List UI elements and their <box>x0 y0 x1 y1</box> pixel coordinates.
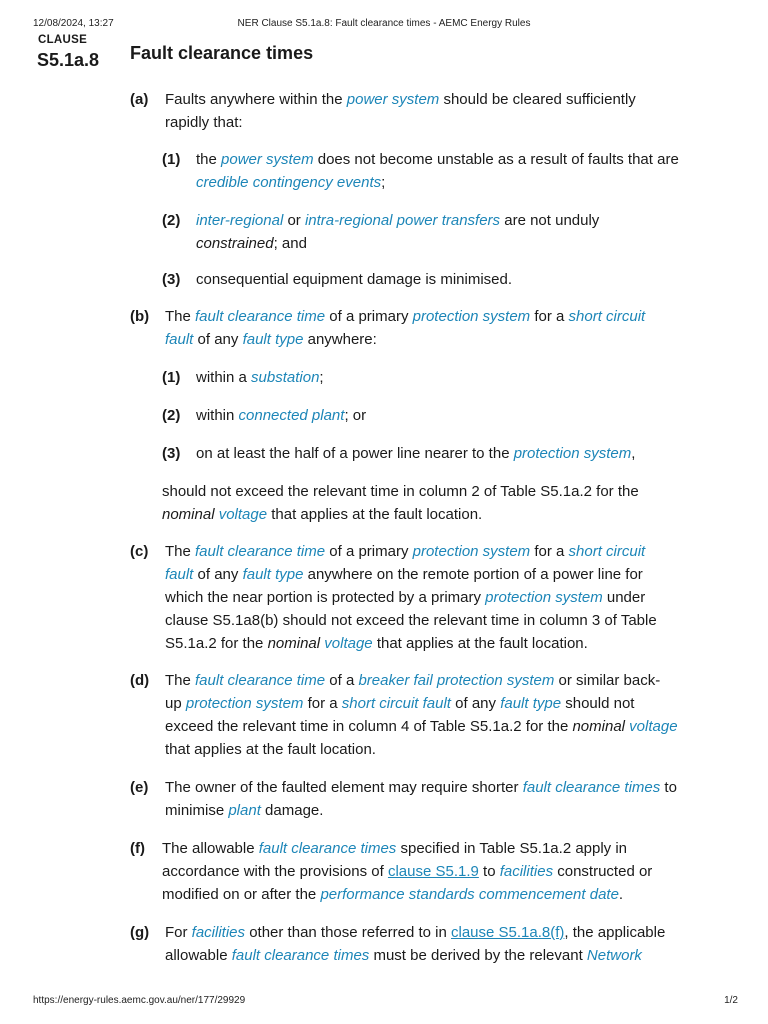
text-run: of a primary <box>325 308 413 325</box>
subparagraph-text <box>196 268 726 291</box>
defined-term-link[interactable]: short circuit fault <box>341 695 451 712</box>
print-page-title: NER Clause S5.1a.8: Fault clearance times - AEMC Energy Rules <box>237 18 531 29</box>
text-run: on at least the half of a power line nearer to the <box>196 445 514 462</box>
paragraph-letter: (b) <box>130 308 150 325</box>
print-url: https://energy-rules.aemc.gov.au/ner/177/29929 <box>33 995 246 1006</box>
subparagraph-number: (1) <box>162 369 181 386</box>
subparagraph-number: (1) <box>162 151 181 168</box>
subparagraph-text <box>196 404 726 427</box>
defined-term-link[interactable]: short circuit <box>568 308 646 325</box>
clause-title: Fault clearance times <box>130 43 314 63</box>
text-run: of a primary <box>325 543 413 560</box>
text-run: clause S5.1a8(b) should not exceed the relevant time in column 3 of Table <box>165 612 657 629</box>
italic-term: constrained <box>196 235 274 252</box>
text-run: of any <box>193 566 243 583</box>
text-run: minimise <box>165 802 229 819</box>
defined-term-link[interactable]: protection system <box>185 695 304 712</box>
text-run: does not become unstable as a result of faults that are <box>313 151 679 168</box>
italic-term: nominal <box>572 718 625 735</box>
subparagraph-number: (3) <box>162 445 181 462</box>
text-run: within a <box>196 369 252 386</box>
defined-term-link[interactable]: fault clearance times <box>258 840 397 857</box>
defined-term-link[interactable]: fault clearance time <box>195 543 326 560</box>
text-run: damage. <box>260 802 324 819</box>
defined-term-link[interactable]: facilities <box>191 924 246 941</box>
text-run: up <box>165 695 186 712</box>
text-run: specified in Table S5.1a.2 apply in <box>396 840 628 857</box>
defined-term-link[interactable]: fault <box>165 331 194 348</box>
paragraph-letter: (a) <box>130 91 149 108</box>
paragraph-letter: (e) <box>130 779 149 796</box>
defined-term-link[interactable]: connected plant <box>238 407 345 424</box>
clause-link[interactable]: clause S5.1.9 <box>387 863 479 880</box>
defined-term-link[interactable]: fault clearance times <box>231 947 370 964</box>
print-timestamp: 12/08/2024, 13:27 <box>33 18 114 29</box>
text-run: S5.1a.2 for the <box>165 635 268 652</box>
defined-term-link[interactable]: fault clearance times <box>522 779 661 796</box>
defined-term-link[interactable]: fault type <box>242 566 304 583</box>
text-run: ; and <box>273 235 307 252</box>
clause-number: S5.1a.8 <box>37 50 100 70</box>
text-run: are not unduly <box>500 212 600 229</box>
text-run: The <box>165 543 196 560</box>
text-run: allowable <box>165 947 232 964</box>
text-run: exceed the relevant time in column 4 of Table S5.1a.2 for the <box>165 718 573 735</box>
text-run: , the applicable <box>564 924 666 941</box>
defined-term-link[interactable]: intra-regional power transfers <box>304 212 501 229</box>
paragraph-letter: (c) <box>130 543 149 560</box>
paragraph-letter: (d) <box>130 672 150 689</box>
defined-term-link[interactable]: plant <box>228 802 261 819</box>
paragraph-text <box>162 480 722 526</box>
text-run: ; <box>319 369 324 386</box>
text-run: for a <box>303 695 342 712</box>
text-run: modified on or after the <box>162 886 321 903</box>
text-run: The owner of the faulted element may require shorter <box>165 779 523 796</box>
defined-term-link[interactable]: voltage <box>218 506 268 523</box>
text-run: accordance with the provisions of <box>162 863 388 880</box>
defined-term-link[interactable]: fault clearance time <box>195 672 326 689</box>
paragraph-text <box>162 837 722 906</box>
text-run: must be derived by the relevant <box>369 947 587 964</box>
text-run: . <box>618 886 624 903</box>
text-run: for a <box>530 308 569 325</box>
text-run: The allowable <box>162 840 259 857</box>
text-run: of any <box>450 695 501 712</box>
paragraph-text <box>165 669 725 761</box>
defined-term-link[interactable]: fault clearance time <box>195 308 326 325</box>
paragraph-text <box>165 305 725 351</box>
defined-term-link[interactable]: Network <box>586 947 642 964</box>
text-run: other than those referred to in <box>245 924 451 941</box>
text-run: or <box>283 212 305 229</box>
subparagraph-text <box>196 148 726 194</box>
paragraph-text <box>165 776 725 822</box>
clause-link[interactable]: clause S5.1a.8(f) <box>451 924 565 941</box>
text-run: the <box>196 151 222 168</box>
text-run: or similar back- <box>554 672 661 689</box>
text-run: For <box>165 924 192 941</box>
italic-term: nominal <box>162 506 215 523</box>
defined-term-link[interactable]: inter-regional <box>196 212 284 229</box>
defined-term-link[interactable]: facilities <box>499 863 554 880</box>
text-run: that applies at the fault location. <box>165 741 376 758</box>
text-run: that applies at the fault location. <box>267 506 483 523</box>
text-run: to <box>660 779 677 796</box>
defined-term-link[interactable]: fault <box>165 566 194 583</box>
text-run: of a <box>325 672 359 689</box>
defined-term-link[interactable]: power system <box>221 151 314 168</box>
defined-term-link[interactable]: voltage <box>324 635 373 652</box>
text-run: anywhere: <box>303 331 377 348</box>
text-run: The <box>165 308 196 325</box>
defined-term-link[interactable]: fault type <box>242 331 304 348</box>
text-run: for a <box>530 543 569 560</box>
text-run: should not <box>561 695 635 712</box>
defined-term-link[interactable]: credible contingency events <box>196 174 382 191</box>
subparagraph-text <box>196 209 726 255</box>
text-run: constructed or <box>553 863 653 880</box>
italic-term: nominal <box>267 635 321 652</box>
text-run: which the near portion is protected by a primary <box>165 589 486 606</box>
paragraph-letter: (f) <box>130 840 145 857</box>
defined-term-link[interactable]: fault type <box>500 695 562 712</box>
text-run: ; <box>381 174 386 191</box>
text-run: rapidly that: <box>165 114 243 131</box>
defined-term-link[interactable]: protection system <box>485 589 603 606</box>
text-run: consequential equipment damage is minimised. <box>196 271 513 288</box>
text-run: to <box>478 863 500 880</box>
subparagraph-number: (2) <box>162 407 181 424</box>
text-run: that applies at the fault location. <box>372 635 588 652</box>
subparagraph-number: (3) <box>162 271 181 288</box>
defined-term-link[interactable]: substation <box>251 369 320 386</box>
defined-term-link[interactable]: power system <box>346 91 440 108</box>
defined-term-link[interactable]: short circuit <box>568 543 646 560</box>
text-run: Faults anywhere within the <box>165 91 347 108</box>
defined-term-link[interactable]: protection system <box>412 543 531 560</box>
defined-term-link[interactable]: breaker fail protection system <box>358 672 555 689</box>
text-run: The <box>165 672 196 689</box>
text-run: within <box>196 407 239 424</box>
text-run: should not exceed the relevant time in column 2 of Table S5.1a.2 for the <box>162 483 639 500</box>
defined-term-link[interactable]: protection system <box>412 308 531 325</box>
text-run: should be cleared sufficiently <box>439 91 636 108</box>
subparagraph-text <box>196 366 726 389</box>
text-run: of any <box>193 331 243 348</box>
text-run: , <box>631 445 636 462</box>
paragraph-text <box>165 540 725 655</box>
clause-label: CLAUSE <box>38 34 88 46</box>
paragraph-letter: (g) <box>130 924 150 941</box>
paragraph-text <box>165 921 725 967</box>
text-run: under <box>602 589 646 606</box>
defined-term-link[interactable]: performance standards commencement date <box>320 886 619 903</box>
subparagraph-number: (2) <box>162 212 181 229</box>
subparagraph-text <box>196 442 726 465</box>
paragraph-text <box>165 88 725 134</box>
print-page-number: 1/2 <box>724 995 738 1006</box>
defined-term-link[interactable]: voltage <box>629 718 678 735</box>
defined-term-link[interactable]: protection system <box>513 445 632 462</box>
text-run: anywhere on the remote portion of a power line for <box>303 566 643 583</box>
text-run: ; or <box>344 407 367 424</box>
